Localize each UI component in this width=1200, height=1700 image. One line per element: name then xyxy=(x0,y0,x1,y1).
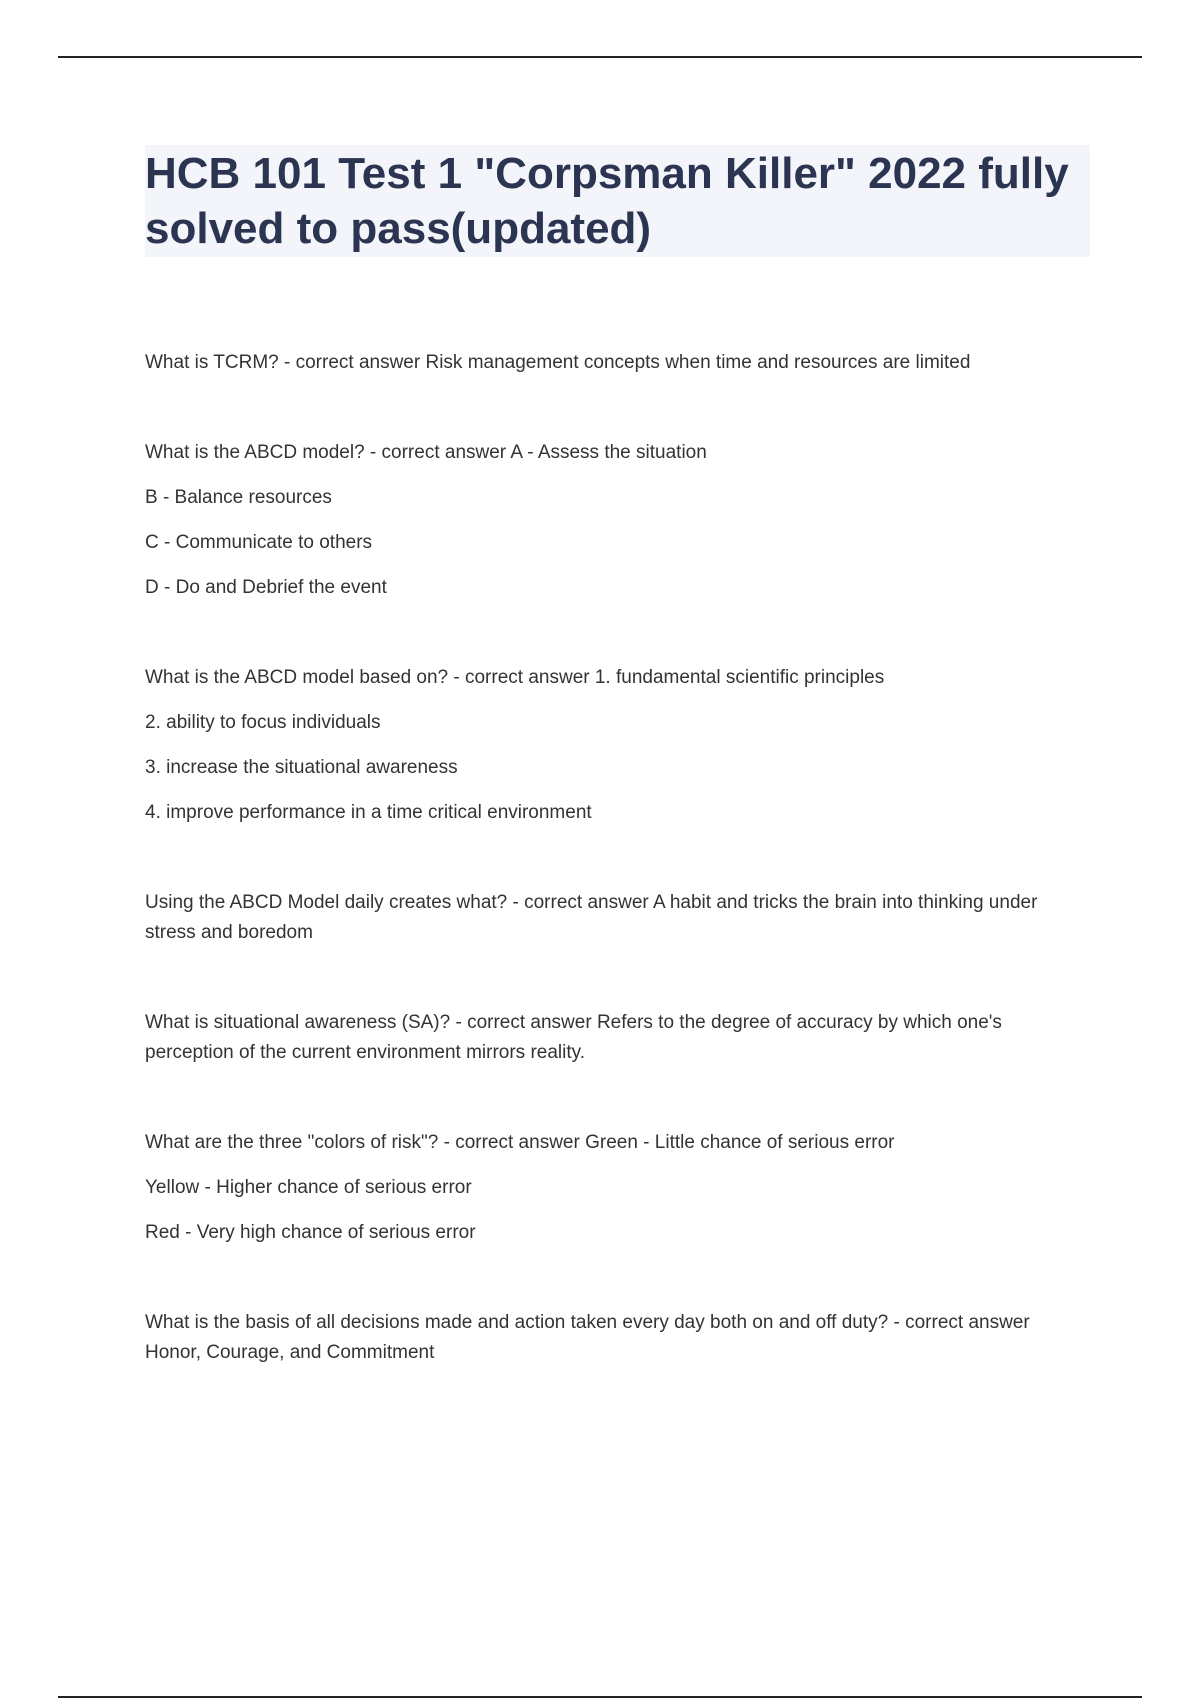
qa-item xyxy=(145,1308,1065,1368)
qa-item xyxy=(145,1128,1065,1248)
qa-question: What is the ABCD model based on? - correct answer 1. fundamental scientific principles xyxy=(145,667,885,688)
qa-answer-line: 4. improve performance in a time critical environment xyxy=(145,802,592,823)
qa-item xyxy=(145,1008,1065,1068)
qa-question: What are the three "colors of risk"? - correct answer Green - Little chance of serious error xyxy=(145,1132,895,1153)
qa-answer-line: 3. increase the situational awareness xyxy=(145,757,458,778)
qa-answer-line: Yellow - Higher chance of serious error xyxy=(145,1177,472,1198)
qa-item xyxy=(145,888,1065,948)
qa-answer-line: C - Communicate to others xyxy=(145,532,373,553)
qa-item xyxy=(145,438,1065,603)
document-title: HCB 101 Test 1 "Corpsman Killer" 2022 fully solved to pass(updated) xyxy=(145,149,1069,253)
qa-question: What is the basis of all decisions made and action taken every day both on and off duty? - correct answer Honor, Courage, and Commitment xyxy=(145,1312,1030,1363)
qa-answer-line: 2. ability to focus individuals xyxy=(145,712,381,733)
qa-answer-line: B - Balance resources xyxy=(145,487,332,508)
qa-question: Using the ABCD Model daily creates what? - correct answer A habit and tricks the brain into thinking under stress and boredom xyxy=(145,892,1038,943)
qa-item xyxy=(145,663,1065,828)
qa-answer-line: Red - Very high chance of serious error xyxy=(145,1222,476,1243)
qa-question: What is the ABCD model? - correct answer A - Assess the situation xyxy=(145,442,707,463)
top-rule xyxy=(58,56,1142,58)
qa-item xyxy=(145,348,1065,378)
bottom-rule xyxy=(58,1696,1142,1698)
qa-list xyxy=(145,348,1065,1428)
qa-answer-line: D - Do and Debrief the event xyxy=(145,577,387,598)
qa-question: What is situational awareness (SA)? - correct answer Refers to the degree of accuracy by which one's perception of the current environment mirrors reality. xyxy=(145,1012,1002,1063)
qa-question: What is TCRM? - correct answer Risk management concepts when time and resources are limited xyxy=(145,352,971,373)
